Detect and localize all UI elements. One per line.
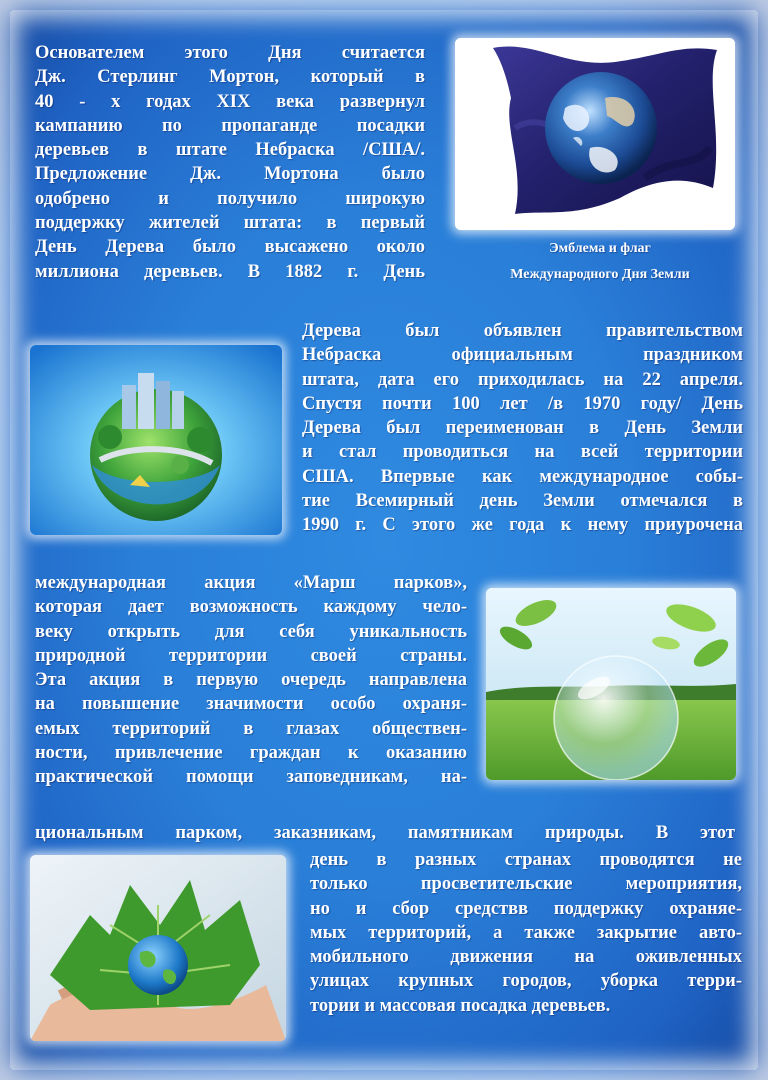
text-line: ности, привлечение граждан к оказанию bbox=[35, 743, 467, 764]
text-block-1 bbox=[35, 41, 425, 284]
text-line: Дерева был объявлен правительством bbox=[302, 321, 743, 341]
text-line: Предложение Дж. Мортона было bbox=[35, 164, 425, 185]
text-line: и стал проводиться на всей территории bbox=[302, 442, 743, 463]
text-line: поддержку жителей штата: в первый bbox=[35, 213, 425, 234]
text-line: улицах крупных городов, уборка терри- bbox=[310, 971, 742, 992]
text-line: 1990 г. С этого же года к нему приурочена bbox=[302, 515, 743, 536]
text-line: циональным парком, заказникам, памятникам природы. В этот bbox=[35, 823, 735, 843]
text-line: США. Впервые как международное собы- bbox=[302, 466, 743, 487]
text-line: деревьев в штате Небраска /США/. bbox=[35, 140, 425, 161]
caption-line-1: Эмблема и флаг bbox=[549, 241, 651, 256]
text-line: штата, дата его приходилась на 22 апреля. bbox=[302, 369, 743, 390]
text-block-4 bbox=[35, 821, 735, 845]
text-line: 40 - х годах XIX века развернул bbox=[35, 91, 425, 112]
caption-line-2: Международного Дня Земли bbox=[510, 267, 690, 282]
hands-leaf-earth-image bbox=[30, 855, 286, 1041]
text-line: день в разных странах проводятся не bbox=[310, 850, 742, 870]
text-block-3 bbox=[35, 571, 467, 790]
text-line: практической помощи заповедникам, на- bbox=[35, 767, 467, 788]
text-line: которая дает возможность каждому чело- bbox=[35, 597, 467, 618]
text-line: Основателем этого Дня считается bbox=[35, 43, 425, 63]
text-line: одобрено и получило широкую bbox=[35, 188, 425, 209]
text-block-5 bbox=[310, 848, 742, 1018]
text-line: на повышение значимости особо охраня- bbox=[35, 694, 467, 715]
text-line: тории и массовая посадка деревьев. bbox=[310, 995, 611, 1016]
text-line: миллиона деревьев. В 1882 г. День bbox=[35, 261, 425, 282]
text-line: Дж. Стерлинг Мортон, который в bbox=[35, 67, 425, 88]
text-line: но и сбор средствв поддержку охраняе- bbox=[310, 898, 742, 919]
planet-city-image bbox=[30, 345, 282, 535]
text-line: только просветительские мероприятия, bbox=[310, 874, 742, 895]
text-line: Дерева был переименован в День Земли bbox=[302, 418, 743, 439]
earth-flag-image bbox=[455, 38, 735, 230]
text-block-2 bbox=[302, 319, 743, 538]
text-line: мых территорий, а также закрытие авто- bbox=[310, 922, 742, 943]
text-line: Эта акция в первую очередь направлена bbox=[35, 670, 467, 691]
text-line: веку открыть для себя уникальность bbox=[35, 621, 467, 642]
text-line: мобильного движения на оживленных bbox=[310, 947, 742, 968]
text-line: тие Всемирный день Земли отмечался в bbox=[302, 491, 743, 512]
text-line: международная акция «Марш парков», bbox=[35, 573, 467, 593]
text-line: День Дерева было высажено около bbox=[35, 237, 425, 258]
nature-bubble-image bbox=[486, 588, 736, 780]
flag-caption bbox=[455, 236, 745, 288]
text-line: Спустя почти 100 лет /в 1970 году/ День bbox=[302, 393, 743, 414]
text-line: природной территории своей страны. bbox=[35, 645, 467, 666]
text-line: Небраска официальным праздником bbox=[302, 345, 743, 366]
text-line: кампанию по пропаганде посадки bbox=[35, 115, 425, 136]
text-line: емых территорий в глазах обществен- bbox=[35, 718, 467, 739]
